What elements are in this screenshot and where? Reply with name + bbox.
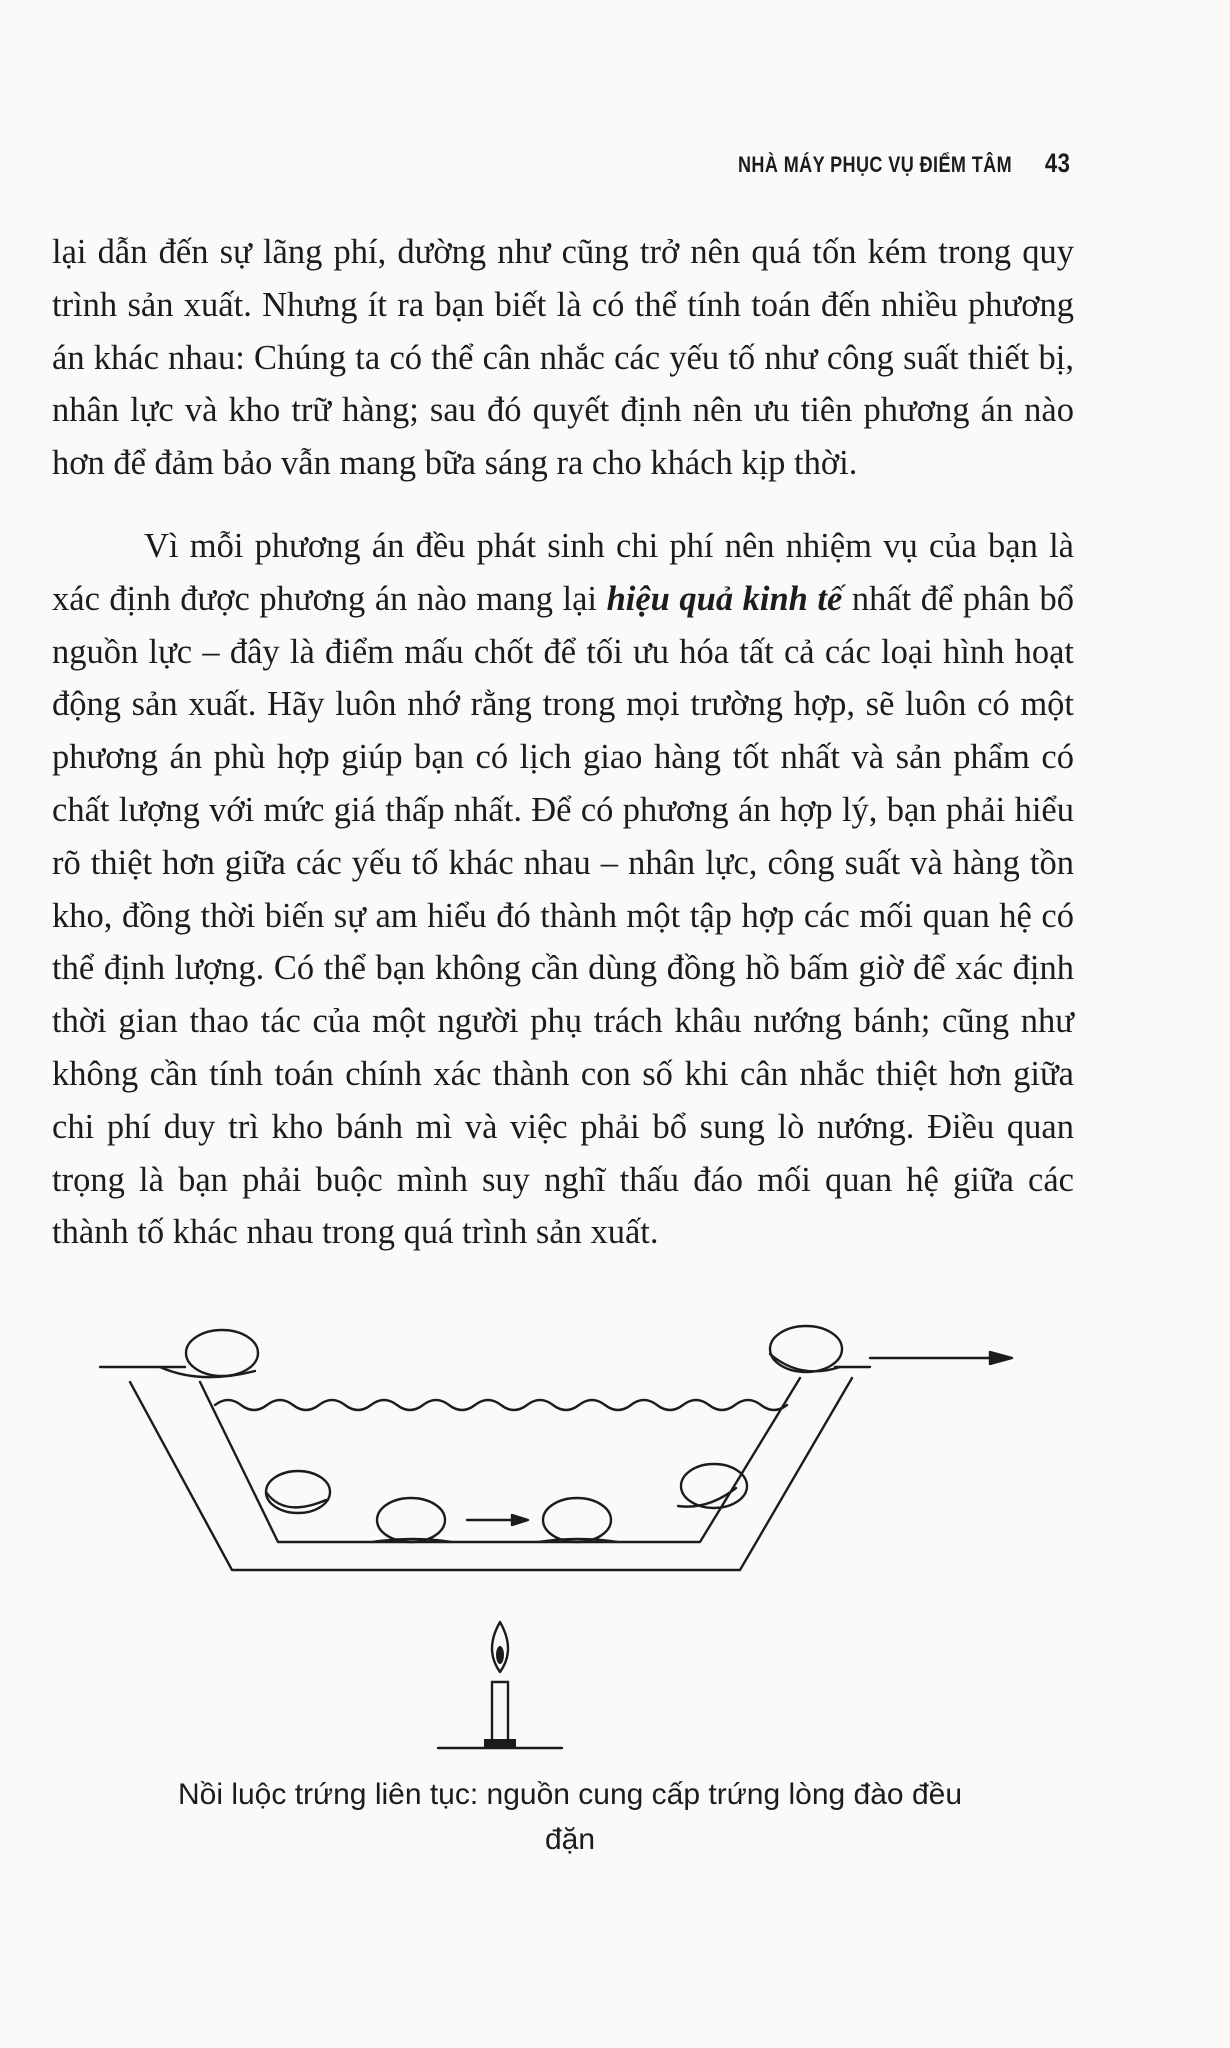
running-title: NHÀ MÁY PHỤC VỤ ĐIỂM TÂM — [737, 152, 1012, 177]
egg-icon — [266, 1471, 330, 1513]
candle-icon — [438, 1622, 562, 1748]
arrow-right-icon — [467, 1515, 528, 1525]
boiling-pot-icon — [0, 1320, 1230, 1760]
figure-caption: Nồi luộc trứng liên tục: nguồn cung cấp trứng lòng đào đều đặn — [177, 1778, 962, 1856]
egg-icon — [160, 1330, 258, 1377]
water-surface — [215, 1400, 787, 1410]
paragraph-2 — [52, 520, 1074, 1259]
arrow-right-icon — [870, 1352, 1012, 1364]
paragraph-2-end: nhất để phân bổ nguồn lực – đây là điểm mấu chốt để tối ưu hóa tất cả các loại hình hoạt động sản xuất. Hãy luôn nhớ rằng trong mọi trường hợp, sẽ luôn có một phương án phù hợp giúp bạn có lịch giao hàng tốt nhất và sản phẩm có chất lượng với mức giá thấp nhất. Để có phương án hợp lý, bạn phải hiểu rõ thiệt hơn giữa các yếu tố khác nhau – nhân lực, công suất và hàng tồn kho, đồng thời biến sự am hiểu đó thành một tập hợp các mối quan hệ có thể định lượng. Có thể bạn không cần dùng đồng hồ bấm giờ để xác định thời gian thao tác của một người phụ trách khâu nướng bánh; cũng như không cần tính toán chính xác thành con số khi cân nhắc thiệt hơn giữa chi phí duy trì kho bánh mì và việc phải bổ sung lò nướng. Điều quan trọng là bạn phải buộc mình suy nghĩ thấu đáo mối quan hệ giữa các thành tố khác nhau trong quá trình sản xuất. — [52, 579, 1074, 1252]
egg-icon — [372, 1498, 452, 1542]
page-number: 43 — [1044, 148, 1070, 178]
paragraph-1: lại dẫn đến sự lãng phí, dường như cũng trở nên quá tốn kém trong quy trình sản xuất. Nhưng ít ra bạn biết là có thể tính toán đến nhiều phương án khác nhau: Chúng ta có thể cân nhắc các yếu tố như công suất thiết bị, nhân lực và kho trữ hàng; sau đó quyết định nên ưu tiên phương án nào hơn để đảm bảo vẫn mang bữa sáng ra cho khách kịp thời. — [52, 233, 1074, 483]
body-text — [52, 226, 1074, 1259]
emphasis-economic-efficiency: hiệu quả kinh tế — [606, 579, 843, 618]
paragraph-2-start: Vì mỗi phương án đều phát sinh chi phí nên nhiệm vụ của bạn là xác định được phương án nào mang lại — [52, 526, 1074, 618]
egg-icon — [678, 1464, 747, 1508]
running-header — [738, 148, 1070, 179]
figure-egg-boiler — [0, 1320, 1230, 1760]
egg-icon — [538, 1498, 618, 1542]
egg-icon — [770, 1326, 842, 1372]
